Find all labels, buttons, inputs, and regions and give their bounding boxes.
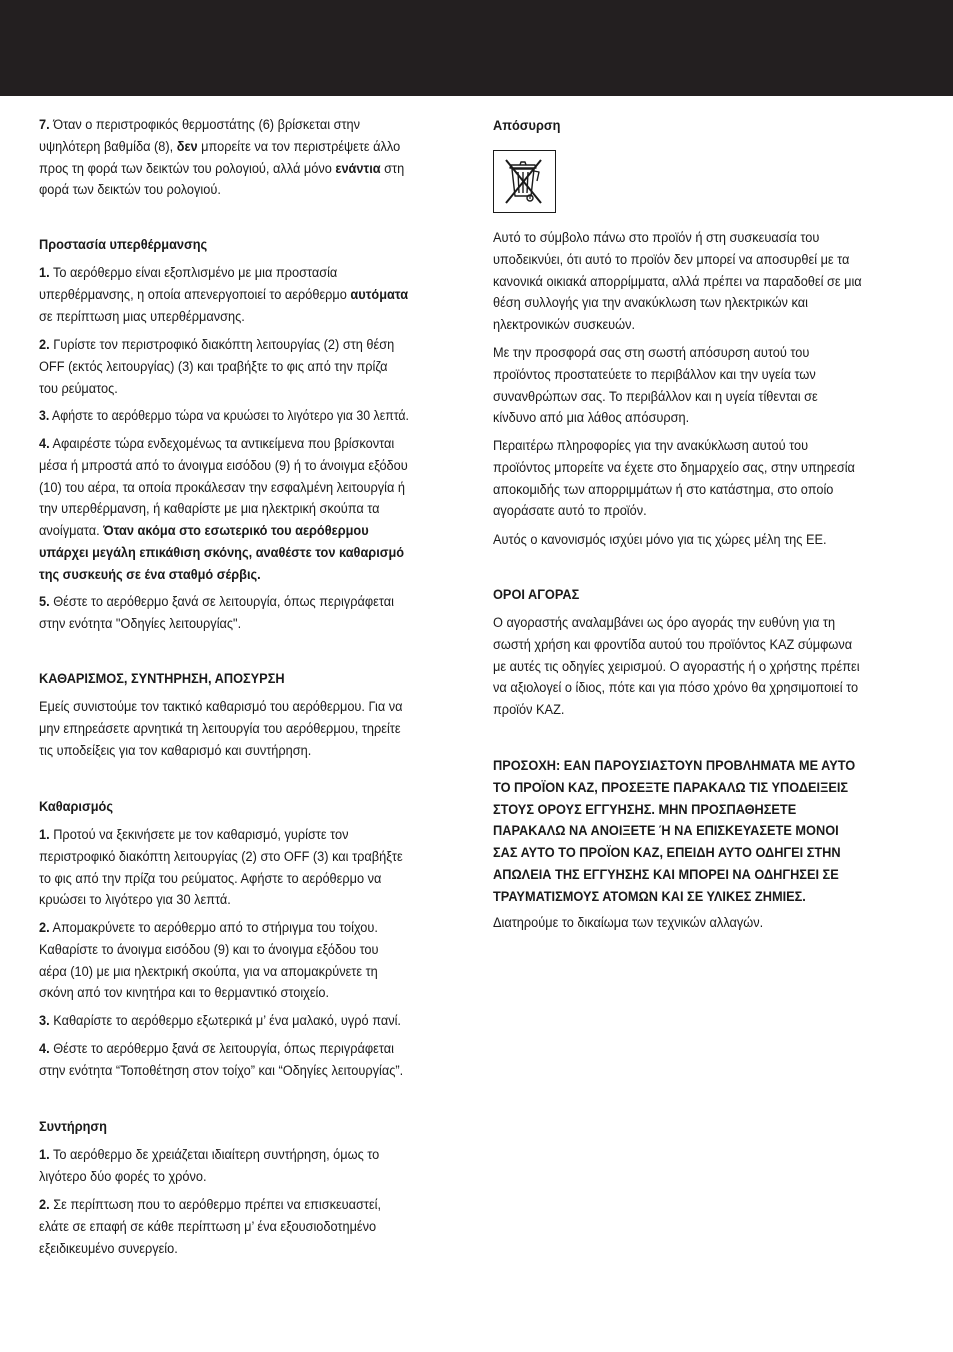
heading-overheat-protection: Προστασία υπερθέρμανσης [39,237,208,253]
disposal-paragraph-1: Αυτό το σύμβολο πάνω στο προϊόν ή στη συσκευασία του υποδεικνύει, ότι αυτό το προϊόν δεν μπορεί να αποσυρθεί με τα κανονικά οικιακά απορρίμματα, αλλά πρέπει να παραδοθεί σε μια θέση συλλογής για την ανακύκλωση των ηλεκτρικών και ηλεκτρονικών συσκευών. [493,230,862,334]
purchase-terms-paragraph: Ο αγοραστής αναλαμβάνει ως όρο αγοράς την ευθύνη για τη σωστή χρήση και φροντίδα αυτού του προϊόντος KAZ σύμφωνα με αυτές τις οδηγίες χειρισμού. Ο αγοραστής ή ο χρήστης πρέπει να αξιολογεί ο ίδιος, πότε και για πόσο χρόνο θα χρησιμοποιεί το προϊόν KAZ. [493,615,860,719]
cleaning-step-4: 4. Θέστε το αερόθερμο ξανά σε λειτουργία, όπως περιγράφεται στην ενότητα “Τοποθέτηση στον τοίχο” και “Οδηγίες λειτουργίας”. [39,1041,404,1079]
heading-cleaning: Καθαρισμός [39,799,113,815]
disposal-paragraph-2: Με την προσφορά σας στη σωστή απόσυρση αυτού του προϊόντος προστατεύετε το περιβάλλον και την υγεία των συνανθρώπων σας. Το περιβάλλον και η υγεία τίθενται σε κίνδυνο από μια λάθος απόσυρση. [493,345,818,427]
cleaning-step-1: 1. Προτού να ξεκινήσετε με τον καθαρισμό, γυρίστε τον περιστροφικό διακόπτη λειτουργίας (2) στο OFF (3) και τραβήξτε το φις από την πρίζα του ρεύματος. Αφήστε το αερόθερμο να κρυώσει το λιγότερο για 30 λεπτά. [39,827,403,909]
overheat-step-1: 1. Το αερόθερμο είναι εξοπλισμένο με μια προστασία υπερθέρμανσης, η οποία απενεργοποιεί το αερόθερμο αυτόματα σε περίπτωση μιας υπερθέρμανσης. [39,265,409,325]
cleaning-step-3: 3. Καθαρίστε το αερόθερμο εξωτερικά μ’ ένα μαλακό, υγρό πανί. [39,1013,401,1029]
technical-changes-note: Διατηρούμε το δικαίωμα των τεχνικών αλλαγών. [493,915,764,931]
overheat-step-4: 4. Αφαιρέστε τώρα ενδεχομένως τα αντικείμενα που βρίσκονται μέσα ή μπροστά από το άνοιγμα εισόδου (9) ή το άνοιγμα εξόδου (10) του αέρα, τα οποία προκάλεσαν την εσφαλμένη λειτουργία ή την υπερθέρμανση, ή καθαρίστε με μια ηλεκτρική σκούπα τα ανοίγματα. Όταν ακόμα στο εσωτερικό του αερόθερμου υπάρχει μεγάλη επικάθιση σκόνης, αναθέστε τον καθαρισμό της συσκευής σε ένα σταθμό σέρβις. [39,436,408,583]
disposal-paragraph-3: Περαιτέρω πληροφορίες για την ανακύκλωση αυτού του προϊόντος μπορείτε να έχετε στο δημαρχείο σας, στην υπηρεσία αποκομιδής των απορριμμάτων ή στο κατάστημα, στο οποίο αγοράσατε αυτό το προϊόν. [493,438,855,520]
disposal-paragraph-4: Αυτός ο κανονισμός ισχύει μόνο για τις χώρες μέλη της ΕΕ. [493,532,827,548]
warning-paragraph: ΠΡΟΣΟΧΗ: ΕΑΝ ΠΑΡΟΥΣΙΑΣΤΟΥΝ ΠΡΟΒΛΗΜΑΤΑ ΜΕ ΑΥΤΟ ΤΟ ΠΡΟΪΟΝ KAZ, ΠΡΟΣΕΞΤΕ ΠΑΡΑΚΑΛΩ ΤΙΣ ΥΠΟΔΕΙΞΕΙΣ ΣΤΟΥΣ ΟΡΟΥΣ ΕΓΓΥΗΣΗΣ. ΜΗΝ ΠΡΟΣΠΑΘΗΣΕΤΕ ΠΑΡΑΚΑΛΩ ΝΑ ΑΝΟΙΞΕΤΕ Ή ΝΑ ΕΠΙΣΚΕΥΑΣΕΤΕ ΜΟΝΟΙ ΣΑΣ ΑΥΤΟ ΤΟ ΠΡΟΪΟΝ KAZ, ΕΠΕΙΔΗ ΑΥΤΟ ΟΔΗΓΕΙ ΣΤΗΝ ΑΠΩΛΕΙΑ ΤΗΣ ΕΓΓΥΗΣΗΣ ΚΑΙ ΜΠΟΡΕΙ ΝΑ ΟΔΗΓΗΣΕΙ ΣΕ ΤΡΑΥΜΑΤΙΣΜΟΥΣ ΑΤΟΜΩΝ ΚΑΙ ΣΕ ΥΛΙΚΕΣ ΖΗΜΙΕΣ. [493,758,856,905]
heading-disposal: Απόσυρση [493,118,561,134]
heading-purchase-terms: ΟΡΟΙ ΑΓΟΡΑΣ [493,587,580,603]
cleaning-intro: Εμείς συνιστούμε τον τακτικό καθαρισμό του αερόθερμου. Για να μην επηρεάσετε αρνητικά τη λειτουργία του αερόθερμου, τηρείτε τις υποδείξεις για τον καθαρισμό και συντήρηση. [39,699,403,759]
header-bar [0,0,953,96]
cleaning-step-2: 2. Απομακρύνετε το αερόθερμο από το στήριγμα του τοίχου. Καθαρίστε το άνοιγμα εισόδου (9) και το άνοιγμα εξόδου του αέρα (10) με μια ηλεκτρική σκούπα, για να απομακρύνετε τη σκόνη από τον κινητήρα και το θερμαντικό στοιχείο. [39,920,379,1002]
overheat-step-5: 5. Θέστε το αερόθερμο ξανά σε λειτουργία, όπως περιγράφεται στην ενότητα "Οδηγίες λειτουργίας". [39,594,394,632]
overheat-step-2: 2. Γυρίστε τον περιστροφικό διακόπτη λειτουργίας (2) στη θέση OFF (εκτός λειτουργίας) (3) και τραβήξτε το φις από την πρίζα του ρεύματος. [39,337,395,397]
heading-maintenance: Συντήρηση [39,1119,107,1135]
heading-cleaning-maintenance-disposal: ΚΑΘΑΡΙΣΜΟΣ, ΣΥΝΤΗΡΗΣΗ, ΑΠΟΣΥΡΣΗ [39,671,285,687]
maintenance-step-1: 1. Το αερόθερμο δε χρειάζεται ιδιαίτερη συντήρηση, όμως το λιγότερο δύο φορές το χρόνο. [39,1147,380,1185]
thermostat-note-7: 7. Όταν ο περιστροφικός θερμοστάτης (6) βρίσκεται στην υψηλότερη βαθμίδα (8), δεν μπορείτε να τον περιστρέψετε άλλο προς τη φορά των δεικτών του ρολογιού, αλλά μόνο ενάντια στη φορά των δεικτών του ρολογιού. [39,117,405,199]
overheat-step-3: 3. Αφήστε το αερόθερμο τώρα να κρυώσει το λιγότερο για 30 λεπτά. [39,408,409,424]
maintenance-step-2: 2. Σε περίπτωση που το αερόθερμο πρέπει να επισκευαστεί, ελάτε σε επαφή σε κάθε περίπτωση μ’ ένα εξουσιοδοτημένο εξειδικευμένο συνεργείο. [39,1197,382,1257]
crossed-out-wheelie-bin-icon [493,150,556,213]
